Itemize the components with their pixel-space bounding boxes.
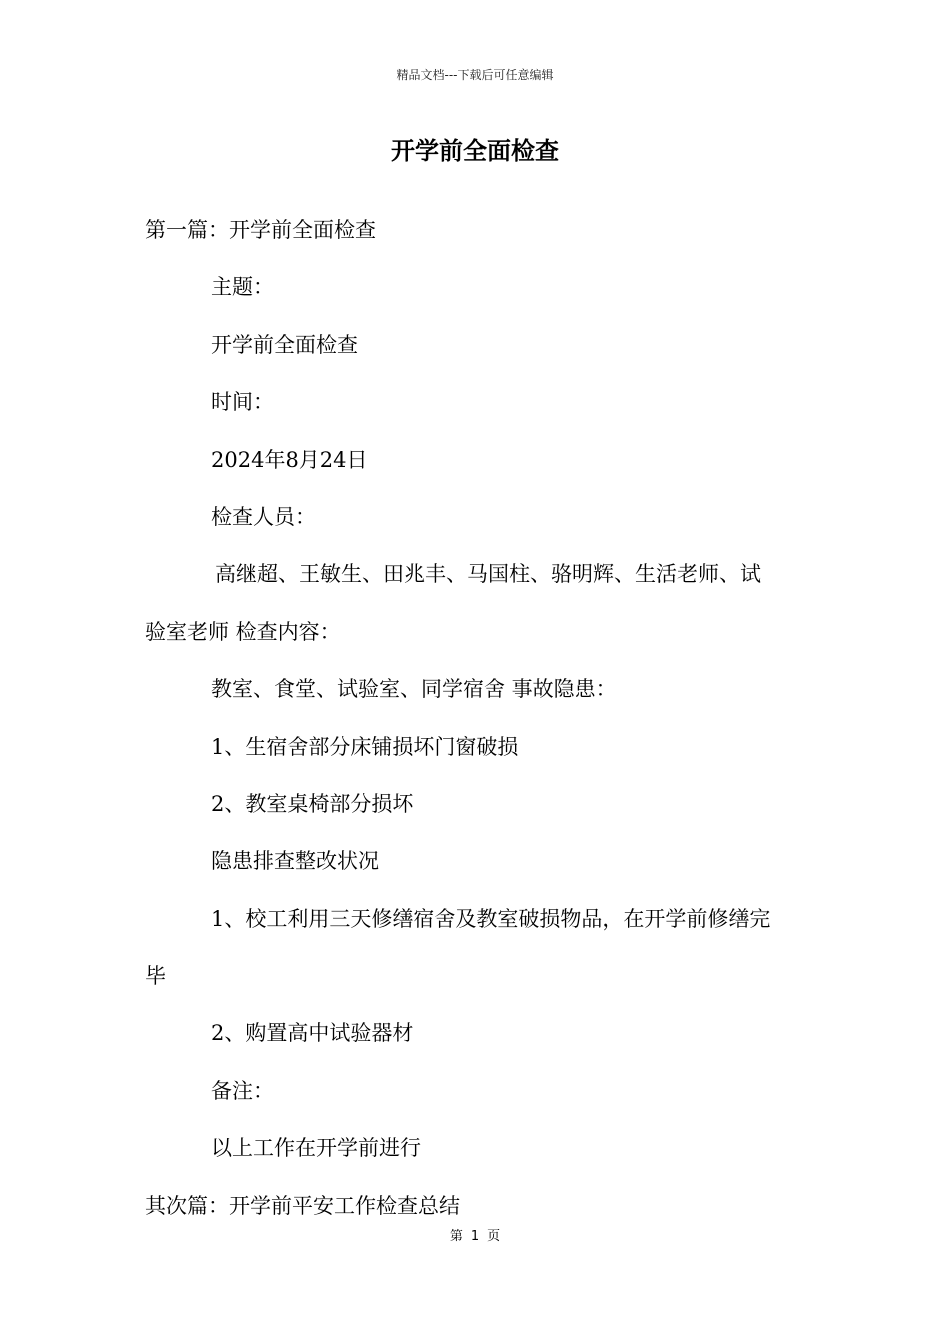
hazard-item-1: 1、生宿舍部分床铺损坏门窗破损 [211,734,519,759]
time-label: 时间： [211,390,274,415]
rectification-heading: 隐患排查整改状况 [211,849,379,874]
document-title: 开学前全面检查 [391,137,559,165]
hazard-item-2: 2、教室桌椅部分损坏 [211,791,414,816]
page-number-suffix: 页 [487,1229,501,1244]
page-header: 精品文档---下载后可任意编辑 [396,68,554,82]
remarks-label: 备注： [211,1078,274,1103]
inspectors-value: 高继超、王敏生、田兆丰、马国柱、骆明辉、生活老师、试 [215,562,761,587]
rectification-item-1-continued: 毕 [145,964,166,989]
topic-label: 主题： [211,275,274,300]
topic-value: 开学前全面检查 [211,332,358,357]
document-body [145,202,807,1235]
section-heading-1: 第一篇：开学前全面检查 [145,218,376,242]
remarks-value: 以上工作在开学前进行 [211,1136,421,1161]
rectification-item-1: 1、校工利用三天修缮宿舍及教室破损物品，在开学前修缮完 [211,906,771,931]
page-footer [0,1228,950,1246]
page-number-prefix: 第 [449,1229,463,1244]
inspection-content: 教室、食堂、试验室、同学宿舍 事故隐患： [211,677,617,702]
page-number: 1 [470,1229,480,1244]
section-heading-2: 其次篇：开学前平安工作检查总结 [145,1193,460,1218]
time-value: 2024年8月24日 [211,447,368,472]
rectification-item-2: 2、购置高中试验器材 [211,1021,414,1046]
inspectors-value-continued: 验室老师 检查内容： [145,619,341,644]
inspectors-label: 检查人员： [211,504,316,529]
